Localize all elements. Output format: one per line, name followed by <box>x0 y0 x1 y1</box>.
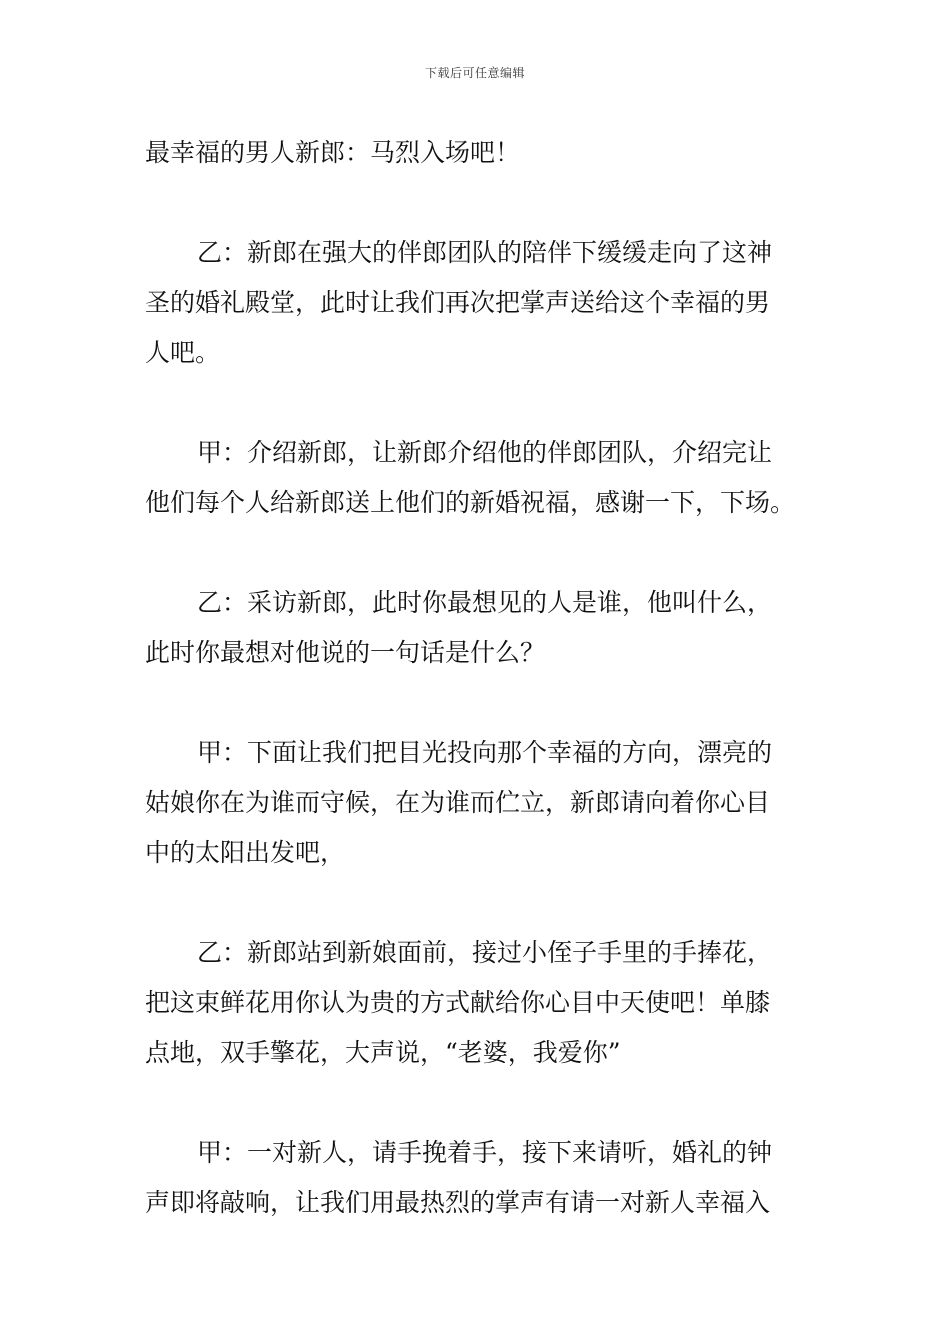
page-header: 下载后可任意编辑 <box>424 66 525 80</box>
text-line: 他们每个人给新郎送上他们的新婚祝福，感谢一下，下场。 <box>145 488 796 517</box>
text-line: 中的太阳出发吧， <box>145 838 346 867</box>
text-line: 乙：新郎在强大的伴郎团队的陪伴下缓缓走向了这神 <box>197 238 773 267</box>
text-line: 乙：新郎站到新娘面前，接过小侄子手里的手捧花， <box>197 938 773 967</box>
text-line: 此时你最想对他说的一句话是什么？ <box>145 638 546 667</box>
text-line: 最幸福的男人新郎：马烈入场吧！ <box>145 138 521 167</box>
paragraph-6 <box>145 928 810 1078</box>
text-line: 甲：下面让我们把目光投向那个幸福的方向，漂亮的 <box>197 738 773 767</box>
text-line: 声即将敲响，让我们用最热烈的掌声有请一对新人幸福入 <box>145 1188 771 1217</box>
text-line: 人吧。 <box>145 338 221 367</box>
paragraph-2 <box>145 228 810 378</box>
text-line: 把这束鲜花用你认为贵的方式献给你心目中天使吧！单膝 <box>145 988 771 1017</box>
text-line: 甲：一对新人，请手挽着手，接下来请听，婚礼的钟 <box>197 1138 773 1167</box>
text-line: 圣的婚礼殿堂，此时让我们再次把掌声送给这个幸福的男 <box>145 288 771 317</box>
paragraph-3 <box>145 428 810 528</box>
paragraph-7 <box>145 1128 810 1228</box>
text-line: 甲：介绍新郎，让新郎介绍他的伴郎团队，介绍完让 <box>197 438 773 467</box>
text-line: 点地，双手擎花，大声说，“老婆，我爱你” <box>145 1038 621 1067</box>
document-body <box>145 128 810 1278</box>
paragraph-1 <box>145 128 810 178</box>
text-line: 乙：采访新郎，此时你最想见的人是谁，他叫什么， <box>197 588 773 617</box>
paragraph-4 <box>145 578 810 678</box>
paragraph-5 <box>145 728 810 878</box>
text-line: 姑娘你在为谁而守候，在为谁而伫立，新郎请向着你心目 <box>145 788 771 817</box>
